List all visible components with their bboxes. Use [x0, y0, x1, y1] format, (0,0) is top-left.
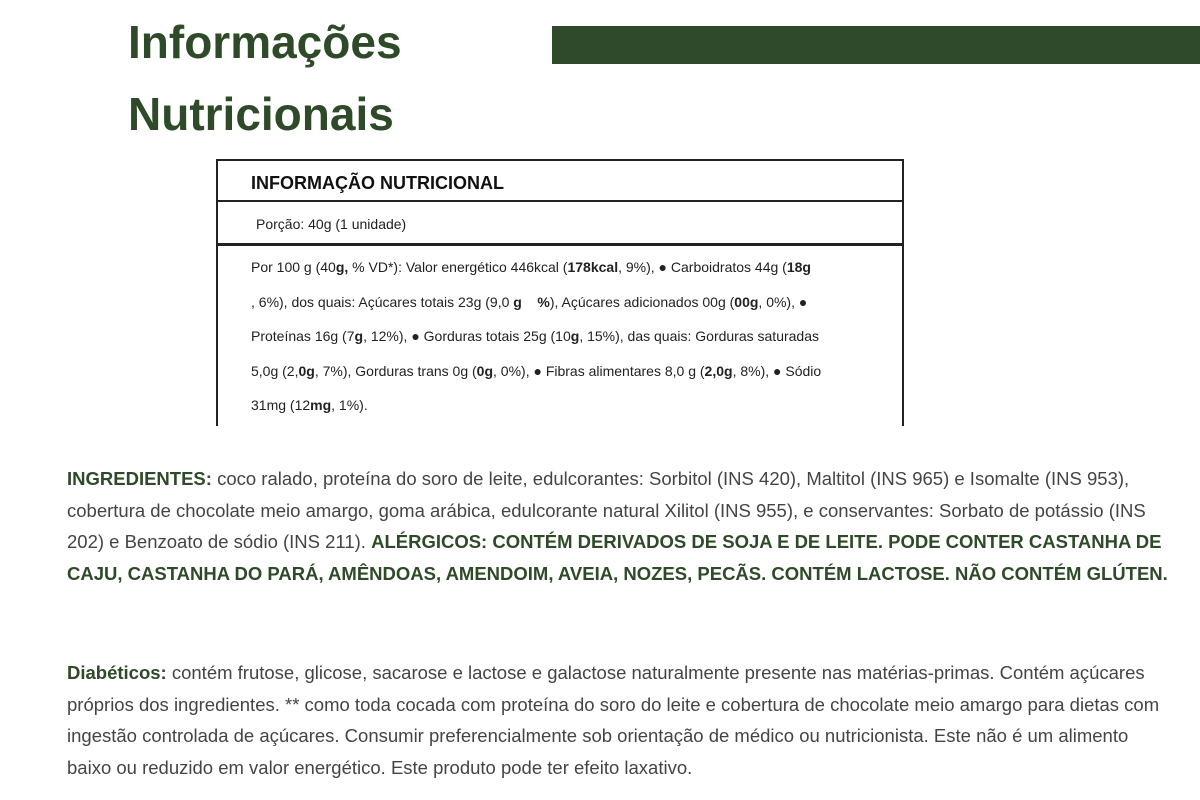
- nutrition-segment: g: [570, 328, 580, 344]
- nutrition-table: [216, 159, 904, 426]
- title-line-2: Nutricionais: [128, 88, 394, 140]
- nutrition-segment: , 12%), ● Gorduras totais 25g (10: [363, 328, 571, 344]
- nutrition-segment: Proteínas 16g (7: [251, 328, 355, 344]
- nutrition-segment: 0g: [476, 362, 494, 379]
- nutrition-segment: , 0%), ● Fibras alimentares 8,0 g (: [493, 362, 705, 379]
- nutrition-segment: , 9%), ● Carboidratos 44g (: [618, 259, 787, 275]
- ingredients-text: coco ralado, proteína do soro de leite, edulcorantes: Sorbitol (INS 420), Maltitol (INS 965) e Isomalte (INS 953), cobertura de chocolate meio amargo, goma arábica, edulcorante natural Xilitol (INS 955), e conservantes: Sorbato de potássio (INS 202) e Benzoato de sódio (INS 211).: [67, 468, 1146, 552]
- nutrition-table-body: [218, 246, 902, 423]
- nutrition-segment: , 7%), Gorduras trans 0g (: [314, 362, 477, 379]
- nutrition-segment: g: [513, 293, 522, 310]
- nutrition-segment: 31mg (12: [251, 397, 311, 413]
- nutrition-segment: 2,0g: [704, 362, 733, 379]
- header-accent-band: [552, 26, 1200, 64]
- diabetics-text: contém frutose, glicose, sacarose e lactose e galactose naturalmente presente nas matérias-primas. Contém açúcares próprios dos ingredientes. ** como toda cocada com proteína do soro do leite e cobertura de chocolate meio amargo para dietas com ingestão controlada de açúcares. Consumir preferencialmente sob orientação de médico ou nutricionista. Este não é um alimento baixo ou reduzido em valor energético. Este produto pode ter efeito laxativo.: [67, 662, 1160, 778]
- diabetics-label: Diabéticos:: [67, 662, 167, 683]
- nutrition-line: [251, 250, 884, 285]
- nutrition-segment: , 8%), ● Sódio: [732, 362, 822, 379]
- title-line-1: Informações: [128, 16, 402, 68]
- nutrition-segment: %: [537, 293, 550, 310]
- nutrition-segment: ), Açúcares adicionados 00g (: [549, 293, 735, 310]
- nutrition-segment: , 6%), dos quais: Açúcares totais 23g (9,0: [251, 293, 514, 310]
- nutrition-segment: , 15%), das quais: Gorduras saturadas: [579, 328, 819, 344]
- nutrition-segment: 178kcal: [567, 259, 619, 275]
- nutrition-segment: , 1%).: [331, 397, 368, 413]
- nutrition-table-heading: INFORMAÇÃO NUTRICIONAL: [218, 161, 902, 202]
- nutrition-segment: % VD*): Valor energético 446kcal (: [348, 259, 568, 275]
- nutrition-table-portion: Porção: 40g (1 unidade): [218, 202, 902, 246]
- allergens-warning: ALÉRGICOS: CONTÉM DERIVADOS DE SOJA E DE LEITE. PODE CONTER CASTANHA DE CAJU, CASTANHA DO PARÁ, AMÊNDOAS, AMENDOIM, AVEIA, NOZES, PECÃS. CONTÉM LACTOSE. NÃO CONTÉM GLÚTEN.: [67, 531, 1168, 584]
- nutrition-segment: [522, 294, 538, 310]
- nutrition-segment: 0g: [298, 362, 315, 379]
- ingredients-paragraph: [67, 463, 1177, 589]
- nutrition-line: [251, 285, 884, 320]
- page-title: [128, 6, 402, 150]
- nutrition-segment: g,: [335, 259, 349, 275]
- nutrition-segment: mg: [310, 397, 332, 413]
- nutrition-line: [251, 354, 884, 389]
- nutrition-segment: 00g: [734, 293, 759, 310]
- diabetics-paragraph: [67, 657, 1177, 783]
- nutrition-segment: 5,0g (2,: [251, 362, 299, 379]
- ingredients-label: INGREDIENTES:: [67, 468, 212, 489]
- nutrition-line: [251, 388, 884, 423]
- nutrition-segment: g: [354, 328, 364, 344]
- nutrition-line: [251, 319, 884, 354]
- nutrition-segment: 18g: [786, 259, 811, 275]
- nutrition-segment: Por 100 g (40: [251, 259, 336, 275]
- nutrition-segment: , 0%), ●: [758, 293, 808, 310]
